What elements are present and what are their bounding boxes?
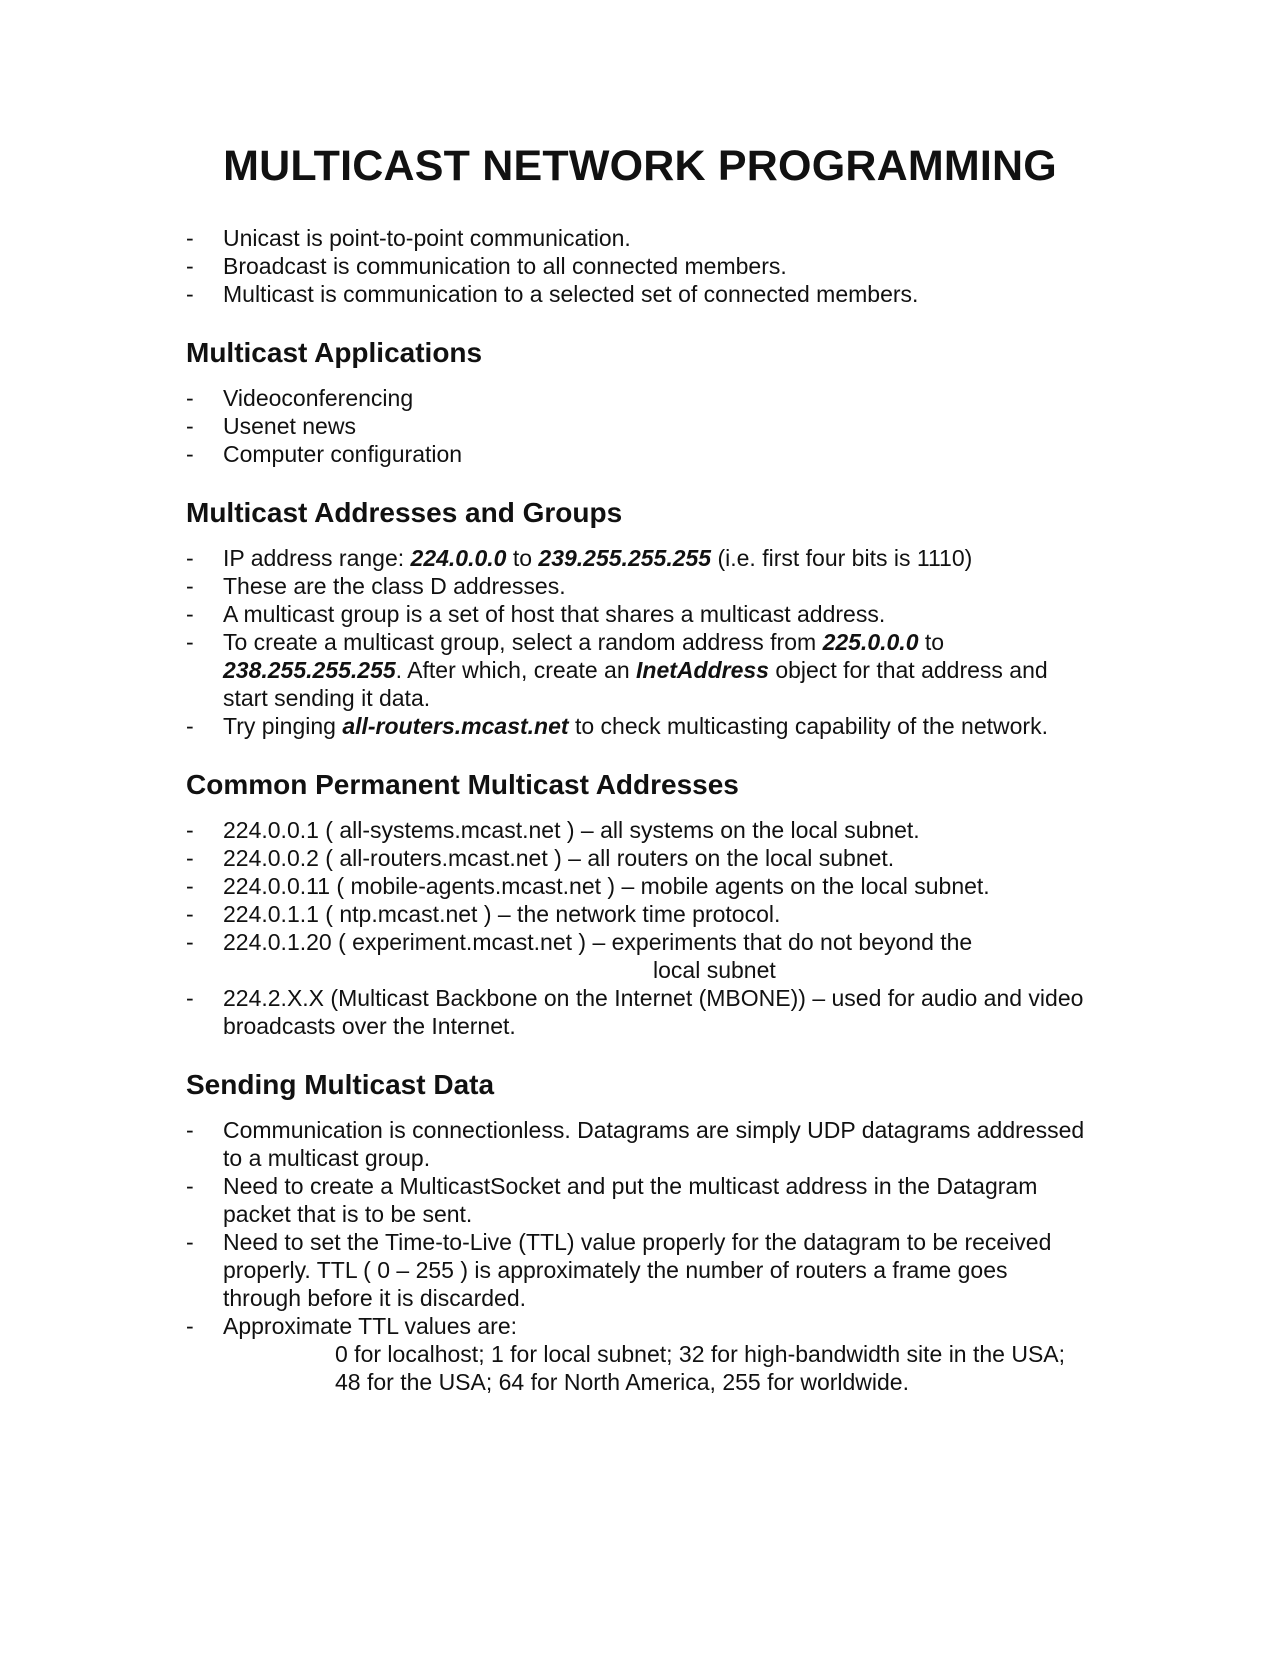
list-item: - 224.0.0.2 ( all-routers.mcast.net ) – all routers on the local subnet.	[186, 845, 895, 871]
sending-list	[186, 1116, 1086, 1340]
list-item: - Approximate TTL values are:	[186, 1313, 518, 1339]
ttl-values-text: 0 for localhost; 1 for local subnet; 32 for high-bandwidth site in the USA; 48 for the USA; 64 for North America, 255 for worldwide.	[335, 1341, 1066, 1395]
list-item: - Broadcast is communication to all connected members.	[186, 253, 787, 279]
list-item: - Unicast is point-to-point communication.	[186, 225, 631, 251]
list-item: - Videoconferencing	[186, 385, 414, 411]
list-item: - 224.0.0.11 ( mobile-agents.mcast.net ) – mobile agents on the local subnet.	[186, 873, 990, 899]
list-item: - Communication is connectionless. Datagrams are simply UDP datagrams addressed to a multicast group.	[186, 1117, 1085, 1171]
list-item: - Try pinging all-routers.mcast.net to check multicasting capability of the network.	[186, 713, 1048, 739]
intro-list	[186, 224, 1086, 308]
list-item: - IP address range: 224.0.0.0 to 239.255.255.255 (i.e. first four bits is 1110)	[186, 545, 973, 571]
list-item: - Multicast is communication to a selected set of connected members.	[186, 281, 919, 307]
section-heading-sending: Sending Multicast Data	[186, 1069, 495, 1100]
section-heading-applications: Multicast Applications	[186, 337, 483, 368]
section-heading-addresses: Multicast Addresses and Groups	[186, 497, 623, 528]
permanent-list	[186, 816, 1086, 1040]
list-item: - Computer configuration	[186, 441, 463, 467]
applications-list	[186, 384, 1086, 468]
list-item: - A multicast group is a set of host that shares a multicast address.	[186, 601, 886, 627]
list-item: - 224.0.0.1 ( all-systems.mcast.net ) – all systems on the local subnet.	[186, 817, 920, 843]
list-item: - Need to create a MulticastSocket and put the multicast address in the Datagram packet that is to be sent.	[186, 1173, 1038, 1227]
page-title: MULTICAST NETWORK PROGRAMMING	[223, 142, 1057, 190]
list-item: - Usenet news	[186, 413, 356, 439]
list-item: - 224.2.X.X (Multicast Backbone on the Internet (MBONE)) – used for audio and video broadcasts over the Internet.	[186, 985, 1084, 1039]
section-heading-permanent: Common Permanent Multicast Addresses	[186, 769, 739, 800]
document-body	[186, 224, 1086, 1396]
list-item: - 224.0.1.20 ( experiment.mcast.net ) – experiments that do not beyond the local subnet	[186, 929, 973, 983]
list-item: - Need to set the Time-to-Live (TTL) value properly for the datagram to be received properly. TTL ( 0 – 255 ) is approximately the number of routers a frame goes through before it is discarded.	[186, 1229, 1052, 1311]
list-item: - 224.0.1.1 ( ntp.mcast.net ) – the network time protocol.	[186, 901, 781, 927]
addresses-list	[186, 544, 1086, 740]
list-item: - To create a multicast group, select a random address from 225.0.0.0 to 238.255.255.255. After which, create an InetAddress object for that address and start sending it data.	[186, 629, 1048, 711]
list-item: - These are the class D addresses.	[186, 573, 566, 599]
